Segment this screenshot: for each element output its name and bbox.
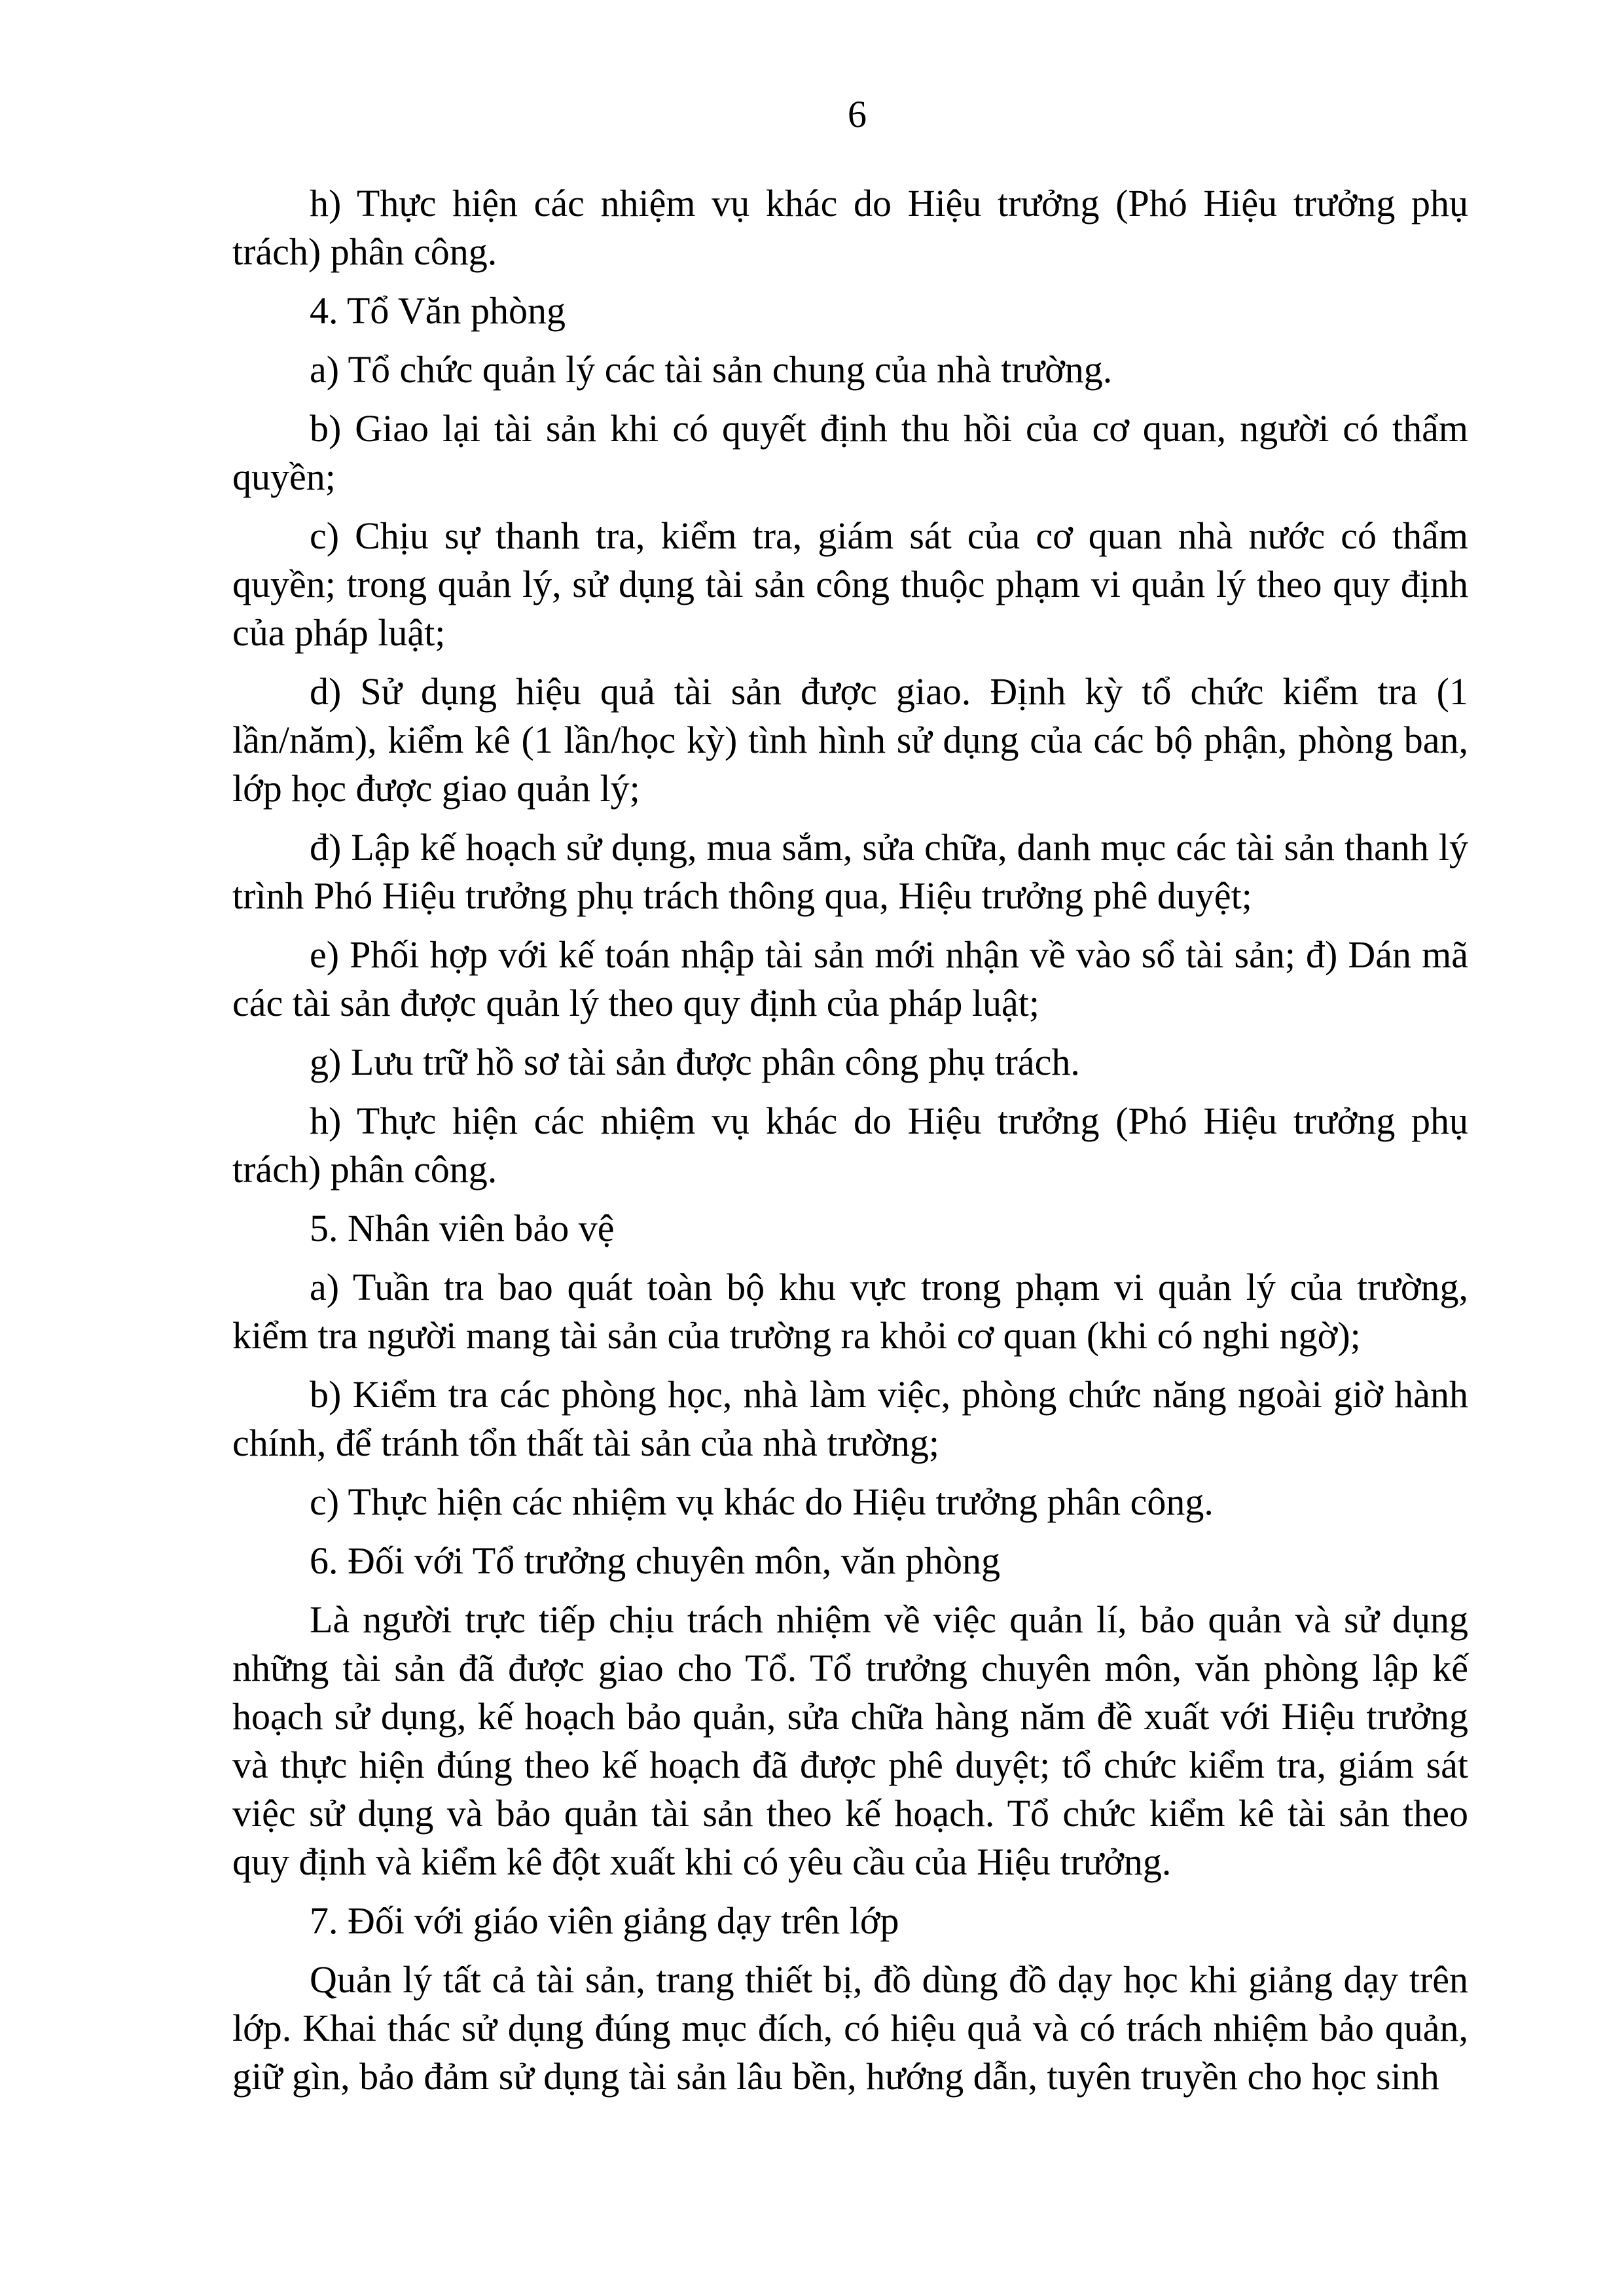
paragraph-5c: c) Thực hiện các nhiệm vụ khác do Hiệu trưởng phân công.	[310, 1480, 1214, 1523]
paragraph-4g: g) Lưu trữ hồ sơ tài sản được phân công phụ trách.	[310, 1041, 1080, 1083]
paragraph-4e: e) Phối hợp với kế toán nhập tài sản mới nhận về vào sổ tài sản; đ) Dán mã các tài sản được quản lý theo quy định của pháp luật;	[232, 933, 1468, 1024]
paragraph-4c: c) Chịu sự thanh tra, kiểm tra, giám sát của cơ quan nhà nước có thẩm quyền; trong quản lý, sử dụng tài sản công thuộc phạm vi quản lý theo quy định của pháp luật;	[232, 514, 1468, 654]
paragraph-4b: b) Giao lại tài sản khi có quyết định thu hồi của cơ quan, người có thẩm quyền;	[232, 407, 1468, 498]
paragraph-4dd: đ) Lập kế hoạch sử dụng, mua sắm, sửa chữa, danh mục các tài sản thanh lý trình Phó Hiệu trưởng phụ trách thông qua, Hiệu trưởng phê duyệt;	[232, 826, 1468, 917]
document-body	[232, 179, 1468, 2111]
page-number: 6	[848, 93, 867, 135]
section-heading-5-security: 5. Nhân viên bảo vệ	[310, 1207, 615, 1249]
paragraph-4a: a) Tổ chức quản lý các tài sản chung của nhà trường.	[310, 348, 1113, 391]
section-heading-7-teachers: 7. Đối với giáo viên giảng dạy trên lớp	[310, 1899, 899, 1942]
paragraph-5b: b) Kiểm tra các phòng học, nhà làm việc, phòng chức năng ngoài giờ hành chính, để tránh tổn thất tài sản của nhà trường;	[232, 1373, 1468, 1464]
section-heading-6-team-leaders: 6. Đối với Tổ trưởng chuyên môn, văn phòng	[310, 1539, 1001, 1582]
paragraph-7-body: Quản lý tất cả tài sản, trang thiết bị, đồ dùng đồ dạy học khi giảng dạy trên lớp. Khai thác sử dụng đúng mục đích, có hiệu quả và có trách nhiệm bảo quản, giữ gìn, bảo đảm sử dụng tài sản lâu bền, hướng dẫn, tuyên truyền cho học sinh	[232, 1958, 1468, 2098]
section-heading-4-office: 4. Tổ Văn phòng	[310, 289, 566, 332]
paragraph-4h: h) Thực hiện các nhiệm vụ khác do Hiệu trưởng (Phó Hiệu trưởng phụ trách) phân công.	[232, 1100, 1468, 1191]
paragraph-4d: d) Sử dụng hiệu quả tài sản được giao. Định kỳ tổ chức kiểm tra (1 lần/năm), kiểm kê (1 lần/học kỳ) tình hình sử dụng của các bộ phận, phòng ban, lớp học được giao quản lý;	[232, 670, 1468, 810]
paragraph-6-body: Là người trực tiếp chịu trách nhiệm về việc quản lí, bảo quản và sử dụng những tài sản đã được giao cho Tổ. Tổ trưởng chuyên môn, văn phòng lập kế hoạch sử dụng, kế hoạch bảo quản, sửa chữa hàng năm đề xuất với Hiệu trưởng và thực hiện đúng theo kế hoạch đã được phê duyệt; tổ chức kiểm tra, giám sát việc sử dụng và bảo quản tài sản theo kế hoạch. Tổ chức kiểm kê tài sản theo quy định và kiểm kê đột xuất khi có yêu cầu của Hiệu trưởng.	[232, 1598, 1468, 1883]
paragraph-3h-other-duties: h) Thực hiện các nhiệm vụ khác do Hiệu trưởng (Phó Hiệu trưởng phụ trách) phân công.	[232, 182, 1468, 273]
paragraph-5a: a) Tuần tra bao quát toàn bộ khu vực trong phạm vi quản lý của trường, kiểm tra người mang tài sản của trường ra khỏi cơ quan (khi có nghi ngờ);	[232, 1266, 1468, 1357]
